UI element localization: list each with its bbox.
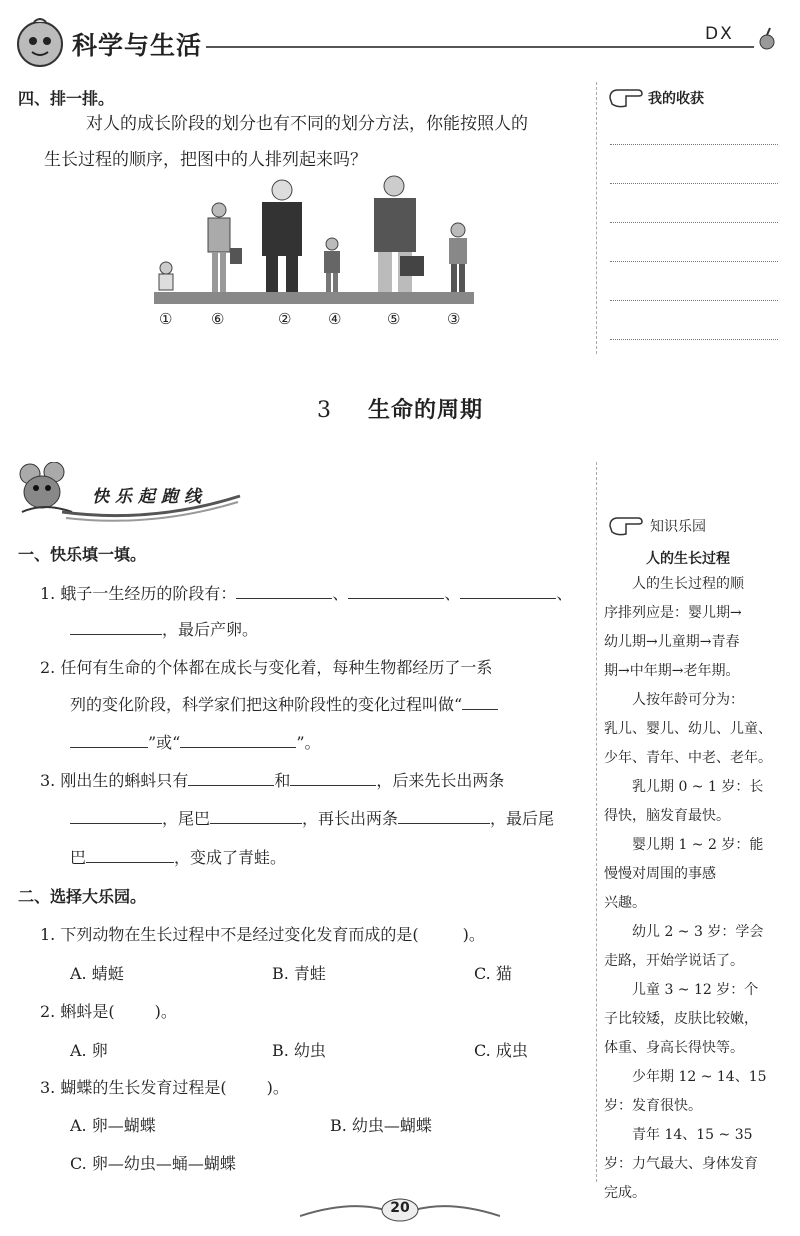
knowledge-line: 走路，开始学说话了。	[604, 953, 744, 969]
figure-label-4: ④	[328, 310, 342, 328]
header-rule	[206, 46, 754, 48]
choice-q3-option-c[interactable]: C. 卵—幼虫—蛹—蝴蝶	[70, 1154, 236, 1173]
fill-q2-line1: 2. 任何有生命的个体都在成长与变化着，每种生物都经历了一系	[40, 658, 493, 677]
choice-q1-stem: 1. 下列动物在生长过程中不是经过变化发育而成的是( )。	[40, 925, 485, 944]
knowledge-line: 体重、身高长得快等。	[604, 1040, 744, 1056]
sort-para-line1: 对人的成长阶段的划分也有不同的划分方法，你能按照人的	[86, 114, 528, 134]
figure-label-1: ①	[159, 310, 173, 328]
choice-q2-option-c[interactable]: C. 成虫	[474, 1041, 528, 1060]
fill-q1-line1: 1. 蛾子一生经历的阶段有： 、 、 、	[40, 584, 573, 603]
unit-number: 3	[316, 398, 332, 423]
page-number: 20	[390, 1200, 410, 1216]
knowledge-line: 兴趣。	[604, 895, 646, 911]
notes-line[interactable]	[610, 300, 778, 301]
notes-title: 我的收获	[648, 91, 704, 107]
mascot-logo-icon	[12, 14, 68, 70]
fill-q2-line2: 列的变化阶段，科学家们把这种阶段性的变化过程叫做“	[70, 692, 498, 715]
figure-middle-aged	[374, 176, 424, 292]
knowledge-line: 期→中年期→老年期。	[604, 663, 740, 679]
fill-q2-line3: ”或“ ”。	[70, 730, 321, 753]
unit-name: 生命的周期	[367, 398, 483, 423]
answer-blank[interactable]	[348, 584, 444, 599]
people-figure	[152, 172, 478, 306]
knowledge-line: 序排列应是：婴儿期→	[604, 605, 742, 621]
pencil-icon	[752, 26, 782, 56]
banner-label: 快乐起跑线	[92, 487, 207, 507]
sort-heading: 四、排一排。	[18, 89, 115, 108]
knowledge-line: 完成。	[604, 1185, 646, 1201]
figure-kid	[449, 223, 467, 292]
knowledge-subtitle: 人的生长过程	[646, 551, 730, 567]
answer-blank[interactable]	[70, 620, 162, 635]
knowledge-line: 得快，脑发育最快。	[604, 808, 730, 824]
fill-q3-line2: ，尾巴 ，再长出两条 ，最后尾	[70, 806, 554, 829]
figure-child	[324, 238, 340, 292]
fill-q1-line2: ，最后产卵。	[70, 617, 258, 640]
answer-blank[interactable]	[236, 584, 332, 599]
figure-baby	[159, 262, 173, 290]
notes-line[interactable]	[610, 261, 778, 262]
fill-q3-line3: 巴 ，变成了青蛙。	[70, 848, 287, 867]
figure-teen	[208, 203, 242, 292]
knowledge-line: 少年、青年、中老、老年。	[604, 750, 772, 766]
knowledge-line: 幼儿 2 ~ 3 岁：学会	[604, 924, 764, 940]
knowledge-line: 人的生长过程的顺	[604, 576, 744, 592]
notes-line[interactable]	[610, 183, 778, 184]
notes-line[interactable]	[610, 222, 778, 223]
figure-label-2: ⑥	[211, 310, 225, 328]
choice-heading: 二、选择大乐园。	[18, 887, 147, 906]
knowledge-line: 岁：发育很快。	[604, 1098, 702, 1114]
answer-blank[interactable]	[460, 584, 556, 599]
fill-heading: 一、快乐填一填。	[18, 545, 147, 564]
pointing-hand-icon	[608, 514, 644, 538]
choice-q2-stem: 2. 蝌蚪是( )。	[40, 1002, 177, 1021]
knowledge-body	[604, 570, 788, 1208]
header-title: 科学与生活	[72, 31, 203, 60]
sort-para-line2: 生长过程的顺序，把图中的人排列起来吗？	[44, 150, 367, 170]
choice-q3-option-b[interactable]: B. 幼虫—蝴蝶	[330, 1116, 432, 1135]
knowledge-line: 青年 14、15 ~ 35	[604, 1127, 753, 1143]
knowledge-line: 乳儿、婴儿、幼儿、儿童、	[604, 721, 772, 737]
knowledge-line: 慢慢对周围的事感	[604, 866, 716, 882]
choice-q1-option-b[interactable]: B. 青蛙	[272, 964, 326, 983]
knowledge-line: 儿童 3 ~ 12 岁：个	[604, 982, 759, 998]
fill-q3-line1: 3. 刚出生的蝌蚪只有 和 ，后来先长出两条	[40, 771, 505, 790]
choice-q3-option-a[interactable]: A. 卵—蝴蝶	[70, 1116, 156, 1135]
knowledge-line: 幼儿期→儿童期→青春	[604, 634, 740, 650]
answer-blank[interactable]	[290, 771, 376, 786]
choice-answer-slot[interactable]	[227, 1079, 267, 1093]
knowledge-line: 人按年龄可分为：	[604, 692, 744, 708]
choice-q1-option-a[interactable]: A. 蜻蜓	[70, 964, 124, 983]
choice-q3-stem: 3. 蝴蝶的生长发育过程是( )。	[40, 1078, 289, 1097]
column-divider-bottom	[596, 462, 597, 1182]
answer-blank[interactable]	[70, 733, 148, 748]
choice-answer-slot[interactable]	[419, 926, 463, 940]
answer-blank[interactable]	[70, 809, 162, 824]
knowledge-line: 乳儿期 0 ~ 1 岁：长	[604, 779, 764, 795]
answer-blank[interactable]	[462, 695, 498, 710]
knowledge-line: 婴儿期 1 ~ 2 岁：能	[604, 837, 764, 853]
answer-blank[interactable]	[398, 809, 490, 824]
answer-blank[interactable]	[180, 733, 296, 748]
unit-title	[0, 393, 800, 424]
knowledge-line: 少年期 12 ~ 14、15	[604, 1069, 767, 1085]
choice-q2-option-b[interactable]: B. 幼虫	[272, 1041, 326, 1060]
choice-answer-slot[interactable]	[115, 1003, 155, 1017]
answer-blank[interactable]	[210, 809, 302, 824]
notes-line[interactable]	[610, 144, 778, 145]
pointing-hand-icon	[608, 86, 644, 110]
figure-label-3: ②	[278, 310, 292, 328]
answer-blank[interactable]	[188, 771, 274, 786]
knowledge-line: 子比较矮，皮肤比较嫩，	[604, 1011, 758, 1027]
column-divider-top	[596, 82, 597, 354]
figure-old-man	[262, 180, 302, 292]
header-code: DX	[705, 24, 734, 44]
figure-label-5: ⑤	[387, 310, 401, 328]
notes-line[interactable]	[610, 339, 778, 340]
knowledge-title: 知识乐园	[650, 519, 706, 535]
choice-q2-option-a[interactable]: A. 卵	[70, 1041, 108, 1060]
figure-label-6: ③	[447, 310, 461, 328]
choice-q1-option-c[interactable]: C. 猫	[474, 964, 512, 983]
knowledge-line: 岁：力气最大、身体发育	[604, 1156, 758, 1172]
answer-blank[interactable]	[86, 848, 174, 863]
